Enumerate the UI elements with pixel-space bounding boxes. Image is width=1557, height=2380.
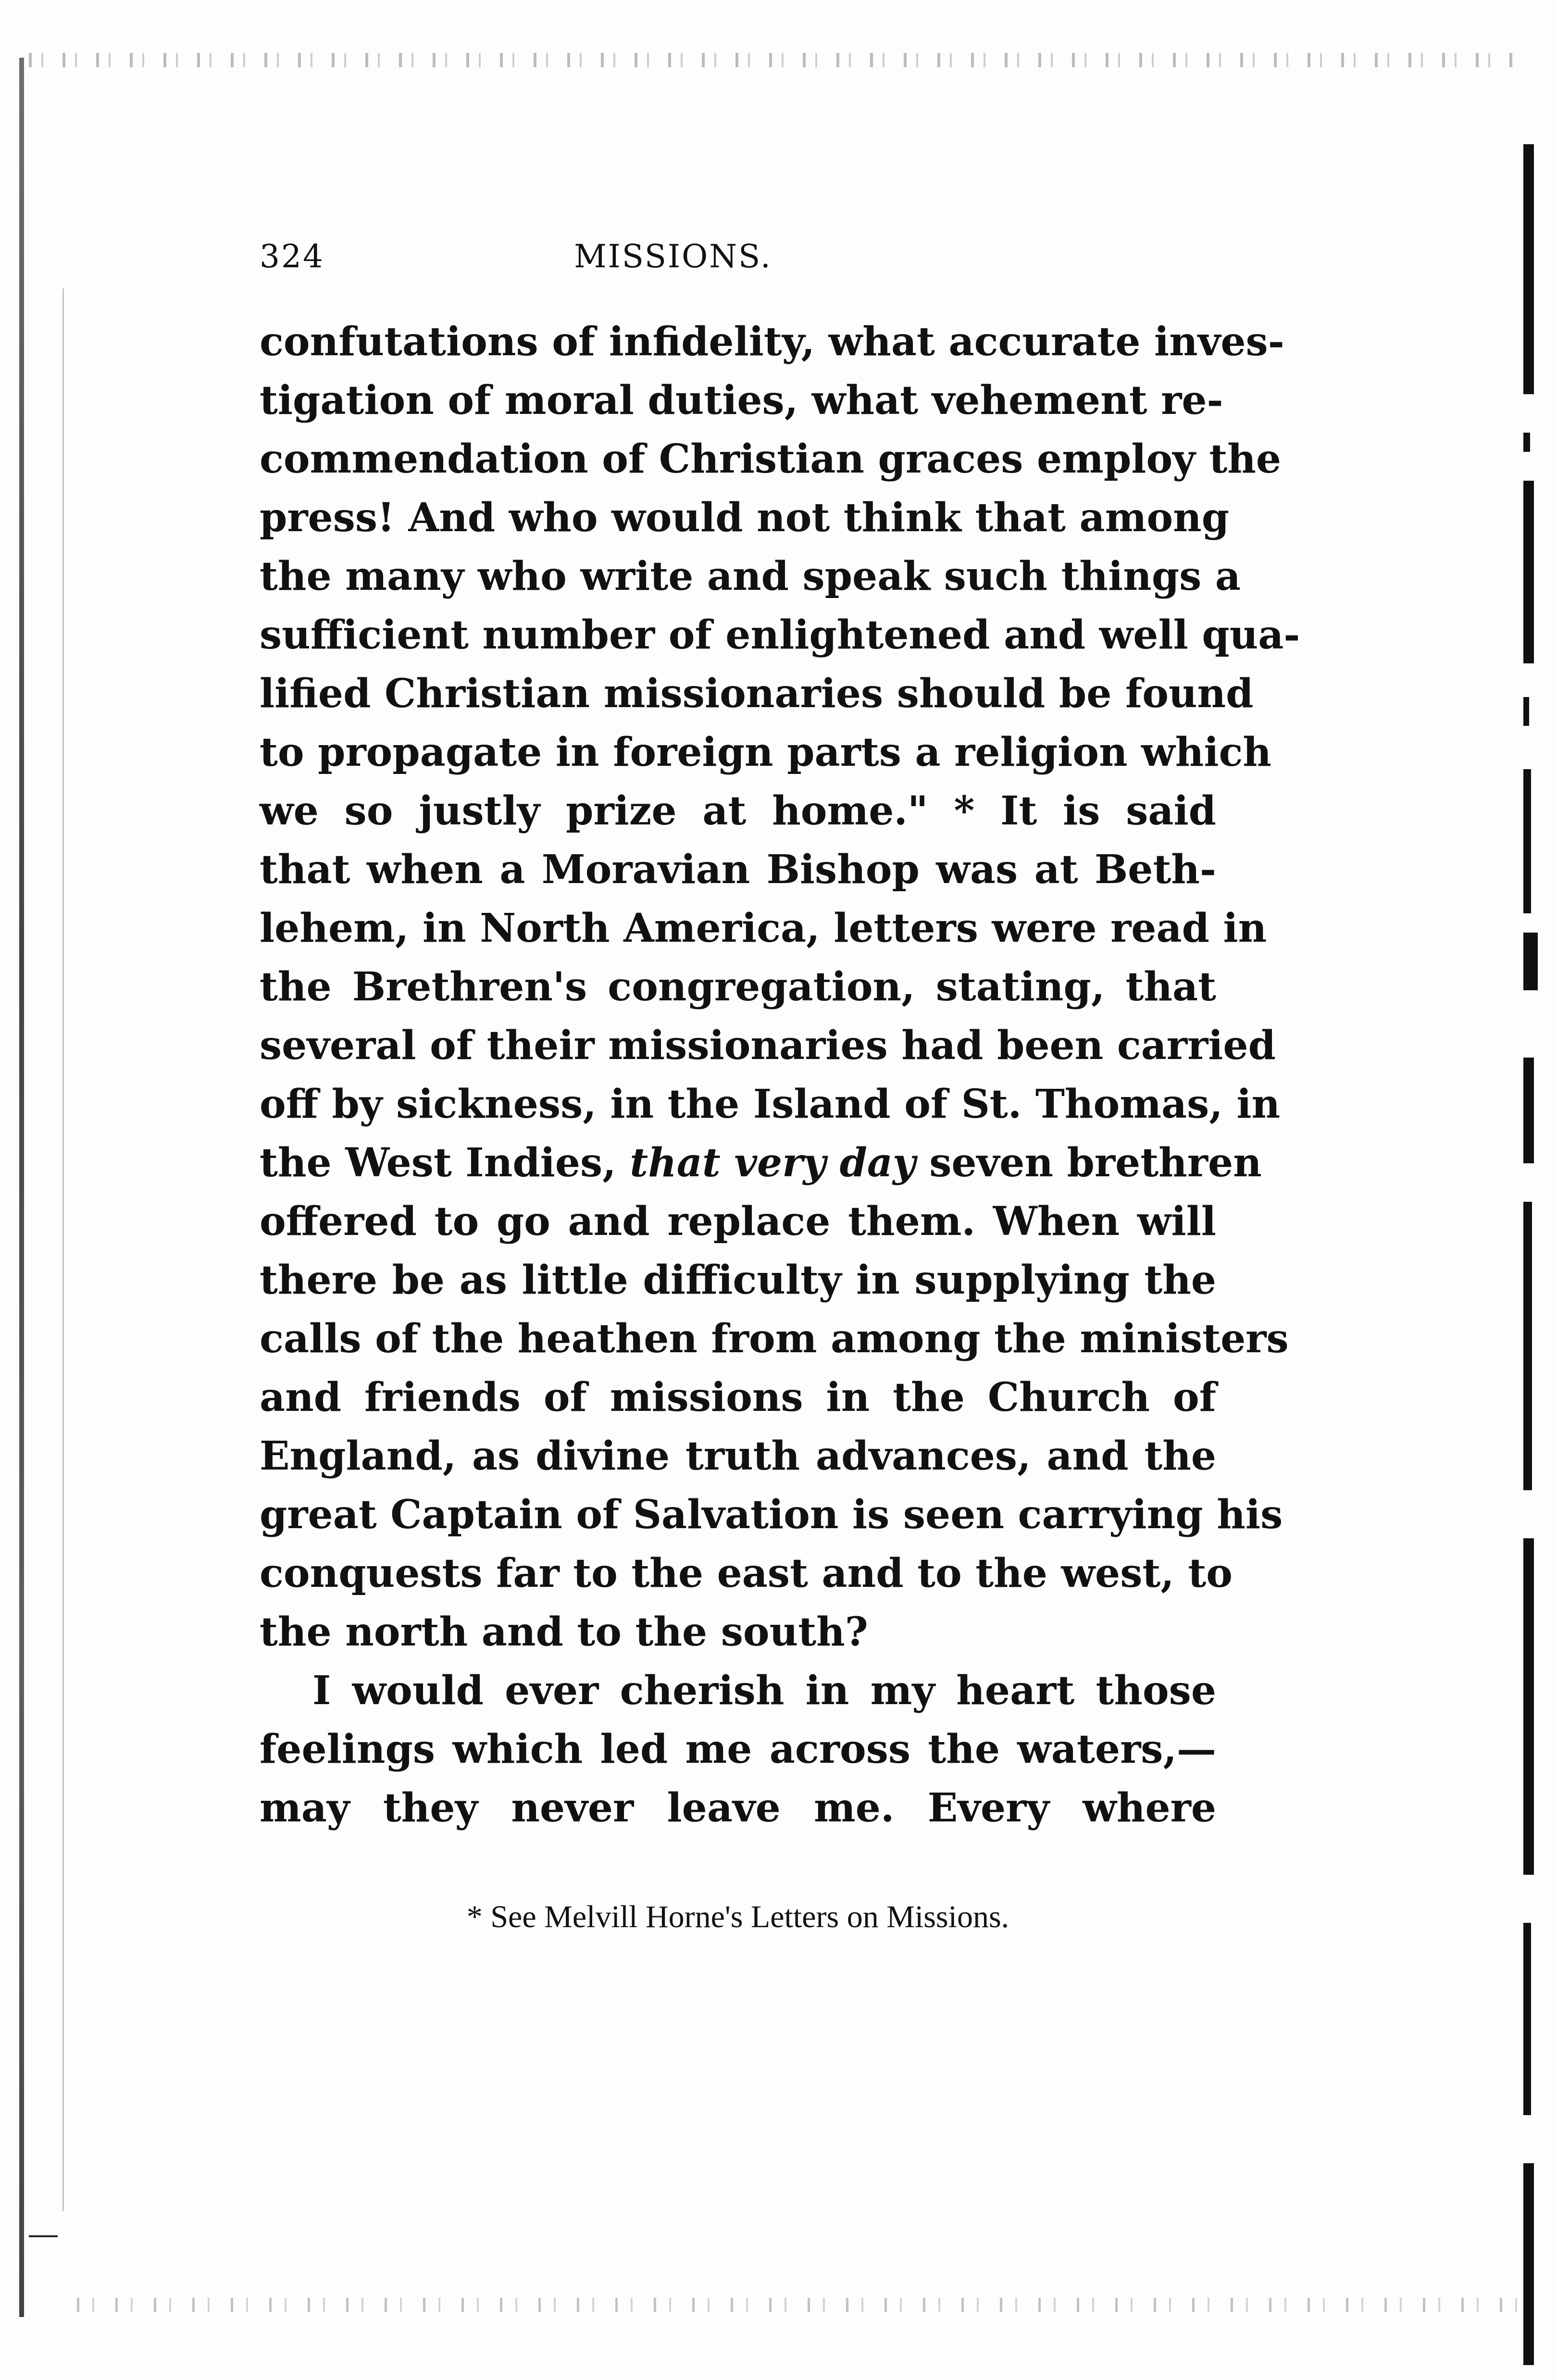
text-line: several of their missionaries had been carried: [260, 1022, 1276, 1069]
footnote: * See Melvill Horne's Letters on Missions.: [466, 1899, 1009, 1934]
binding-edge-left: [19, 58, 24, 2317]
text-line: commendation of Christian graces employ the: [260, 436, 1281, 482]
text-line: calls of the heathen from among the ministers: [260, 1316, 1289, 1362]
page-number: 324: [260, 238, 324, 275]
text-line: that when a Moravian Bishop was at Beth-: [260, 847, 1216, 893]
text-line: off by sickness, in the Island of St. Thomas, in: [260, 1081, 1281, 1127]
text-line: tigation of moral duties, what vehement re-: [260, 377, 1223, 424]
text-line: England, as divine truth advances, and the: [260, 1433, 1216, 1479]
italic-emphasis: that very day: [630, 1140, 916, 1186]
text-line: lified Christian missionaries should be found: [260, 671, 1254, 717]
text-line: press! And who would not think that among: [260, 495, 1230, 541]
text-fragment: the West Indies,: [260, 1140, 616, 1186]
text-line: we so justly prize at home." * It is said: [260, 788, 1216, 834]
chapter-title: MISSIONS.: [574, 238, 772, 275]
margin-mark: [29, 2235, 58, 2237]
text-line: feelings which led me across the waters,—: [260, 1726, 1216, 1772]
scan-speckle-bottom: [77, 2298, 1519, 2312]
text-line: I would ever cherish in my heart those: [312, 1668, 1216, 1714]
text-line: and friends of missions in the Church of: [260, 1374, 1216, 1421]
text-line: sufficient number of enlightened and well qua-: [260, 612, 1300, 658]
text-line: great Captain of Salvation is seen carrying his: [260, 1492, 1283, 1538]
page-edge-right: [1519, 144, 1547, 2355]
text-line: the Brethren's congregation, stating, that: [260, 964, 1216, 1010]
running-head: [260, 238, 1086, 286]
text-line: offered to go and replace them. When will: [260, 1198, 1216, 1245]
text-line: conquests far to the east and to the west, to: [260, 1550, 1233, 1596]
scan-speckle-top: [29, 53, 1519, 67]
text-line: confutations of infidelity, what accurate inves-: [260, 319, 1284, 365]
text-line: there be as little difficulty in supplying the: [260, 1257, 1216, 1303]
text-line: lehem, in North America, letters were read in: [260, 905, 1267, 951]
text-line: to propagate in foreign parts a religion which: [260, 729, 1272, 775]
text-line: the many who write and speak such things a: [260, 553, 1241, 599]
binding-line-left: [62, 288, 64, 2211]
text-line-italic-phrase: [260, 1134, 1262, 1192]
text-fragment: seven brethren: [929, 1140, 1262, 1186]
text-line: may they never leave me. Every where: [260, 1785, 1216, 1831]
body-text: [260, 312, 1300, 1837]
text-line: the north and to the south?: [260, 1609, 868, 1655]
